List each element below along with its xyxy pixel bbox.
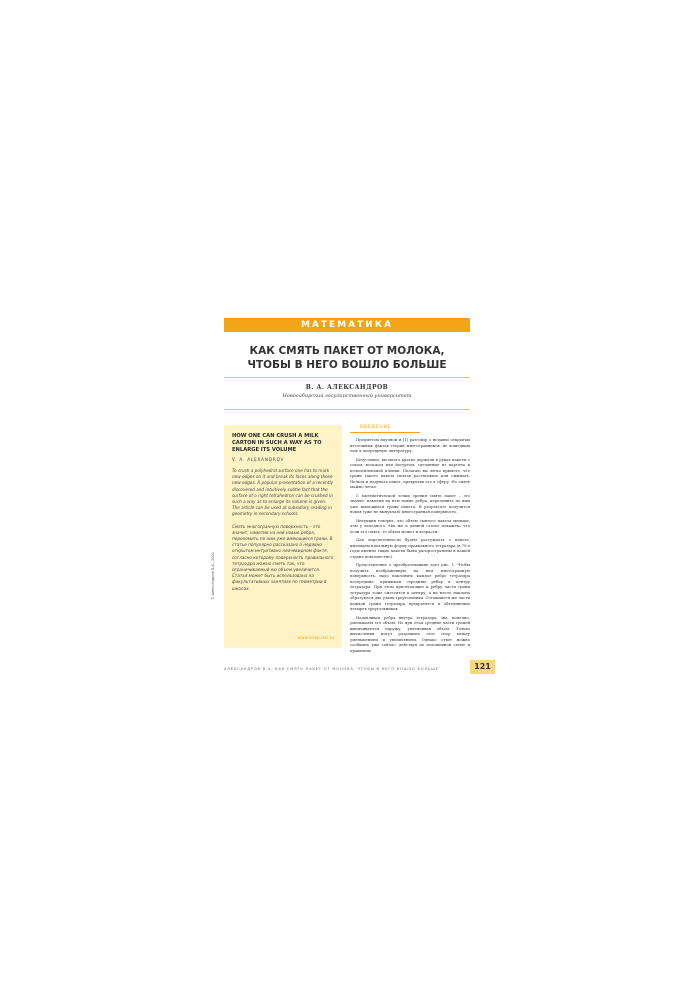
journal-link[interactable]: www.issep.rssi.ru	[297, 635, 334, 640]
article-title	[224, 344, 470, 372]
body-paragraph: Представление о преобразованиях дает рис. 1. Чтобы получить изображенную на нем многогранную поверхность, надо наклонить каждое ребро тетраэдра посередине, прижимая середины ребер к центру тетраэдра. При этом прилегающие к ребру части грани тетраэдра тоже сместятся к центру, а на месте наклона образуются два узких треугольника. Оставшиеся же части каждой грани тетраэдра превратятся в объединение четырех треугольников.	[350, 562, 470, 611]
title-line-1: КАК СМЯТЬ ПАКЕТ ОТ МОЛОКА,	[249, 345, 445, 357]
abstract-russian: Смять многогранную поверхность – это значит, наметив на ней новые ребра, переломить по ним уже имеющиеся грани. В статье популярно рассказано о недавно открытом интуитивно неочевидном факте, согласно которому поверхность правильного тетраэдра можно смять так, что ограничиваемый ею объем увеличится. Статья может быть использована на факультативных занятиях по геометрии в школах.	[232, 523, 334, 591]
body-paragraph: Безусловно, вы много кратко держали в руках пакеты с соком, молоком или йогуртом, сделанные из картона и полиэтиленовой пленки. Полагаю вы легко примете, что грани такого пакета нельзя растягивать или сжимать. Нельзя и надувать пакет, превратив его в сферу. Но смять можно легко.	[350, 456, 470, 489]
abstract-english: To crush a polyhedral surface one has to mark new edges on it and break its faces along those new edges. A popular presentation of a recently discovered and intuitively subtle fact that the surface of a right tetrahedron can be crushed in such a way as to enlarge its volume is given. The article can be used at subsidiary reading in geometry in secondary schools.	[232, 468, 334, 517]
article-body	[350, 424, 470, 656]
copyright-note: © Александров В.А., 2001	[211, 552, 215, 600]
section-header: МАТЕМАТИКА	[224, 318, 470, 332]
running-head: АЛЕКСАНДРОВ В.А. КАК СМЯТЬ ПАКЕТ ОТ МОЛОКА, ЧТОБЫ В НЕГО ВОШЛО БОЛЬШЕ	[224, 667, 439, 671]
body-paragraph: Предметом научной и [1] разговор о недавно открытых несложных фактах теории многогранников, не вошедших еще в популярную литературу.	[350, 437, 470, 453]
author-affiliation: Новосибирский государственный университет	[282, 393, 412, 399]
body-paragraph: Интуиция говорит, что объем смятого пакета меньше, чем у исходного. Мы же в данной статье покажем, что если его смять, то объем может и возрасти!	[350, 517, 470, 534]
header-divider	[224, 409, 470, 410]
intro-heading: ВВЕДЕНИЕ	[360, 425, 392, 430]
page-number: 121	[470, 660, 495, 674]
body-paragraph: Для определенности будем рассуждать о пакете, имеющем идеальную форму правильного тетраэдра (в 70-е годы именно такие пакеты были распространены в нашей стране повсеместно).	[350, 537, 470, 559]
author-name: В. А. АЛЕКСАНДРОВ	[305, 384, 389, 391]
body-paragraph: С математической точки зрения смять пакет – это значит, наметив на нем новые ребра, переломить по ним уже имеющиеся грани пакета. В результате получится новая (уже не выпуклая) многогранная поверхность.	[350, 492, 470, 514]
body-paragraph: Надавливая ребра внутрь тетраэдра, мы, конечно, уменьшаем его объем. Но при этом средние части граней выпячиваются наружу, увеличивая объем. Только вычисления могут разрешить этот спор между уменьшением и увеличением. Однако ответ можно сообщить уже сейчас: действуя по изложенной схеме и правильно	[350, 614, 470, 653]
abstract-title: HOW ONE CAN CRUSH A MILK CARTON IN SUCH A WAY AS TO ENLARGE ITS VOLUME	[232, 433, 322, 453]
title-divider	[224, 377, 470, 378]
abstract-box	[224, 425, 342, 648]
intro-divider	[350, 432, 420, 433]
abstract-author: V. A. ALEXANDROV	[232, 457, 285, 462]
title-line-2: ЧТОБЫ В НЕГО ВОШЛО БОЛЬШЕ	[247, 359, 447, 371]
